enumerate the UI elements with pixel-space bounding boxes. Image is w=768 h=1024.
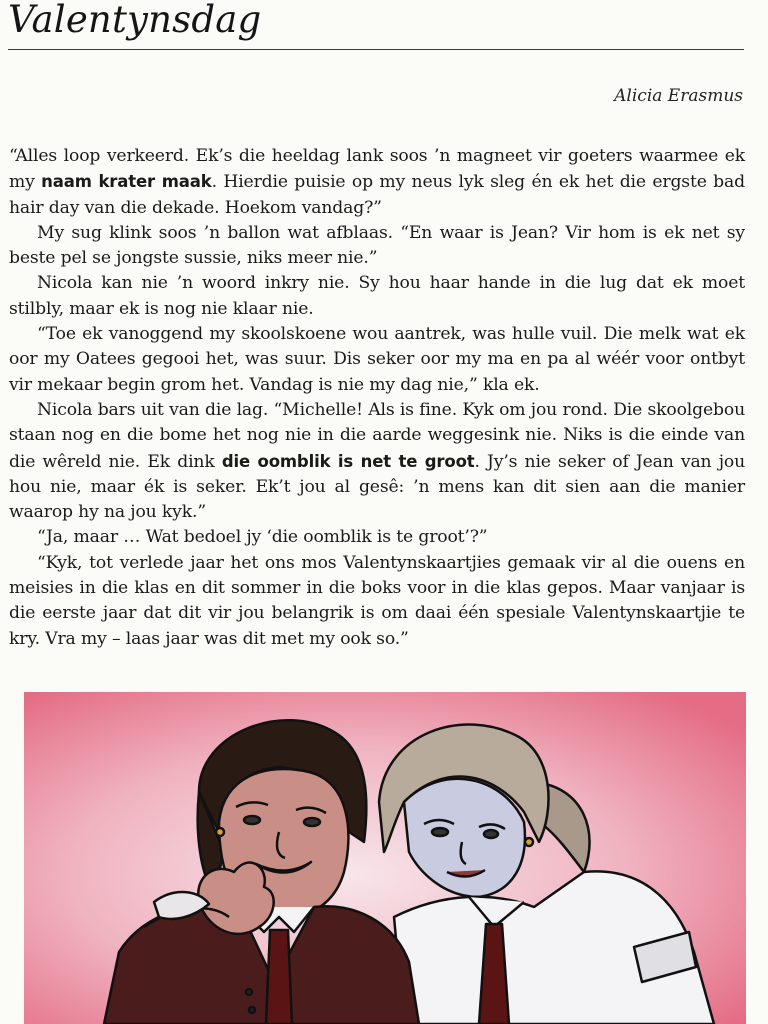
paragraph-5	[9, 398, 745, 525]
paragraph-5-end: . Jy’s nie seker of Jean van jou hou nie, maar ék is seker. Ek’t jou al gesê: ’n mens kan dit sien aan die manier waarop hy na jou kyk.”	[9, 451, 745, 523]
paragraph-3: Nicola kan nie ’n woord inkry nie. Sy hou haar hande in die lug dat ek moet stilbly, maar ek is nog nie klaar nie.	[9, 273, 745, 319]
paragraph-1-start: “Alles loop verkeerd. Ek’s die heeldag lank soos ’n magneet vir goeters waarmee ek my	[9, 146, 745, 193]
paragraph-1	[9, 144, 745, 221]
paragraph-6: “Ja, maar … Wat bedoel jy ‘die oomblik is te groot’?”	[37, 527, 488, 548]
bold-phrase-naam-krater-maak: naam krater maak	[41, 172, 212, 192]
paragraph-1-end: . Hierdie puisie op my neus lyk sleg én ek het die ergste bad hair day van die dekade. Hoekom vandag?”	[9, 172, 745, 218]
title-divider	[8, 49, 744, 50]
illustration-svg	[24, 692, 746, 1024]
paragraph-5-start: Nicola bars uit van die lag. “Michelle! Als is fine. Kyk om jou rond. Die skoolgebou staan nog en die bome het nog nie in die aarde weggesink nie. Niks is die einde van die wêreld nie. Ek dink	[9, 399, 745, 472]
page-title: Valentynsdag	[8, 0, 262, 41]
paragraph-2: My sug klink soos ’n ballon wat afblaas. “En waar is Jean? Vir hom is ek net sy beste pel se jongste sussie, niks meer nie.”	[9, 222, 745, 269]
paragraph-4: “Toe ek vanoggend my skoolskoene wou aantrek, was hulle vuil. Die melk wat ek oor my Oatees gegooi het, was suur. Dis seker oor my ma en pa al wéér voor ontbyt vir mekaar begin grom het. Vandag is nie my dag nie,” kla ek.	[9, 324, 745, 395]
story-text	[9, 144, 745, 652]
illustration-two-girls	[24, 692, 746, 1024]
paragraph-7: “Kyk, tot verlede jaar het ons mos Valentynskaartjies gemaak vir al die ouens en meisies in die klas en dit sommer in die boks voor in die klas gepos. Maar vanjaar is die eerste jaar dat dit vir jou belangrik is om daai één spesiale Valentynskaartjie te kry. Vra my – laas jaar was dit met my ook so.”	[9, 552, 745, 649]
bold-phrase-oomblik: die oomblik is net te groot	[221, 451, 475, 471]
girl-left-tie	[266, 930, 292, 1024]
author-name: Alicia Erasmus	[614, 86, 743, 106]
